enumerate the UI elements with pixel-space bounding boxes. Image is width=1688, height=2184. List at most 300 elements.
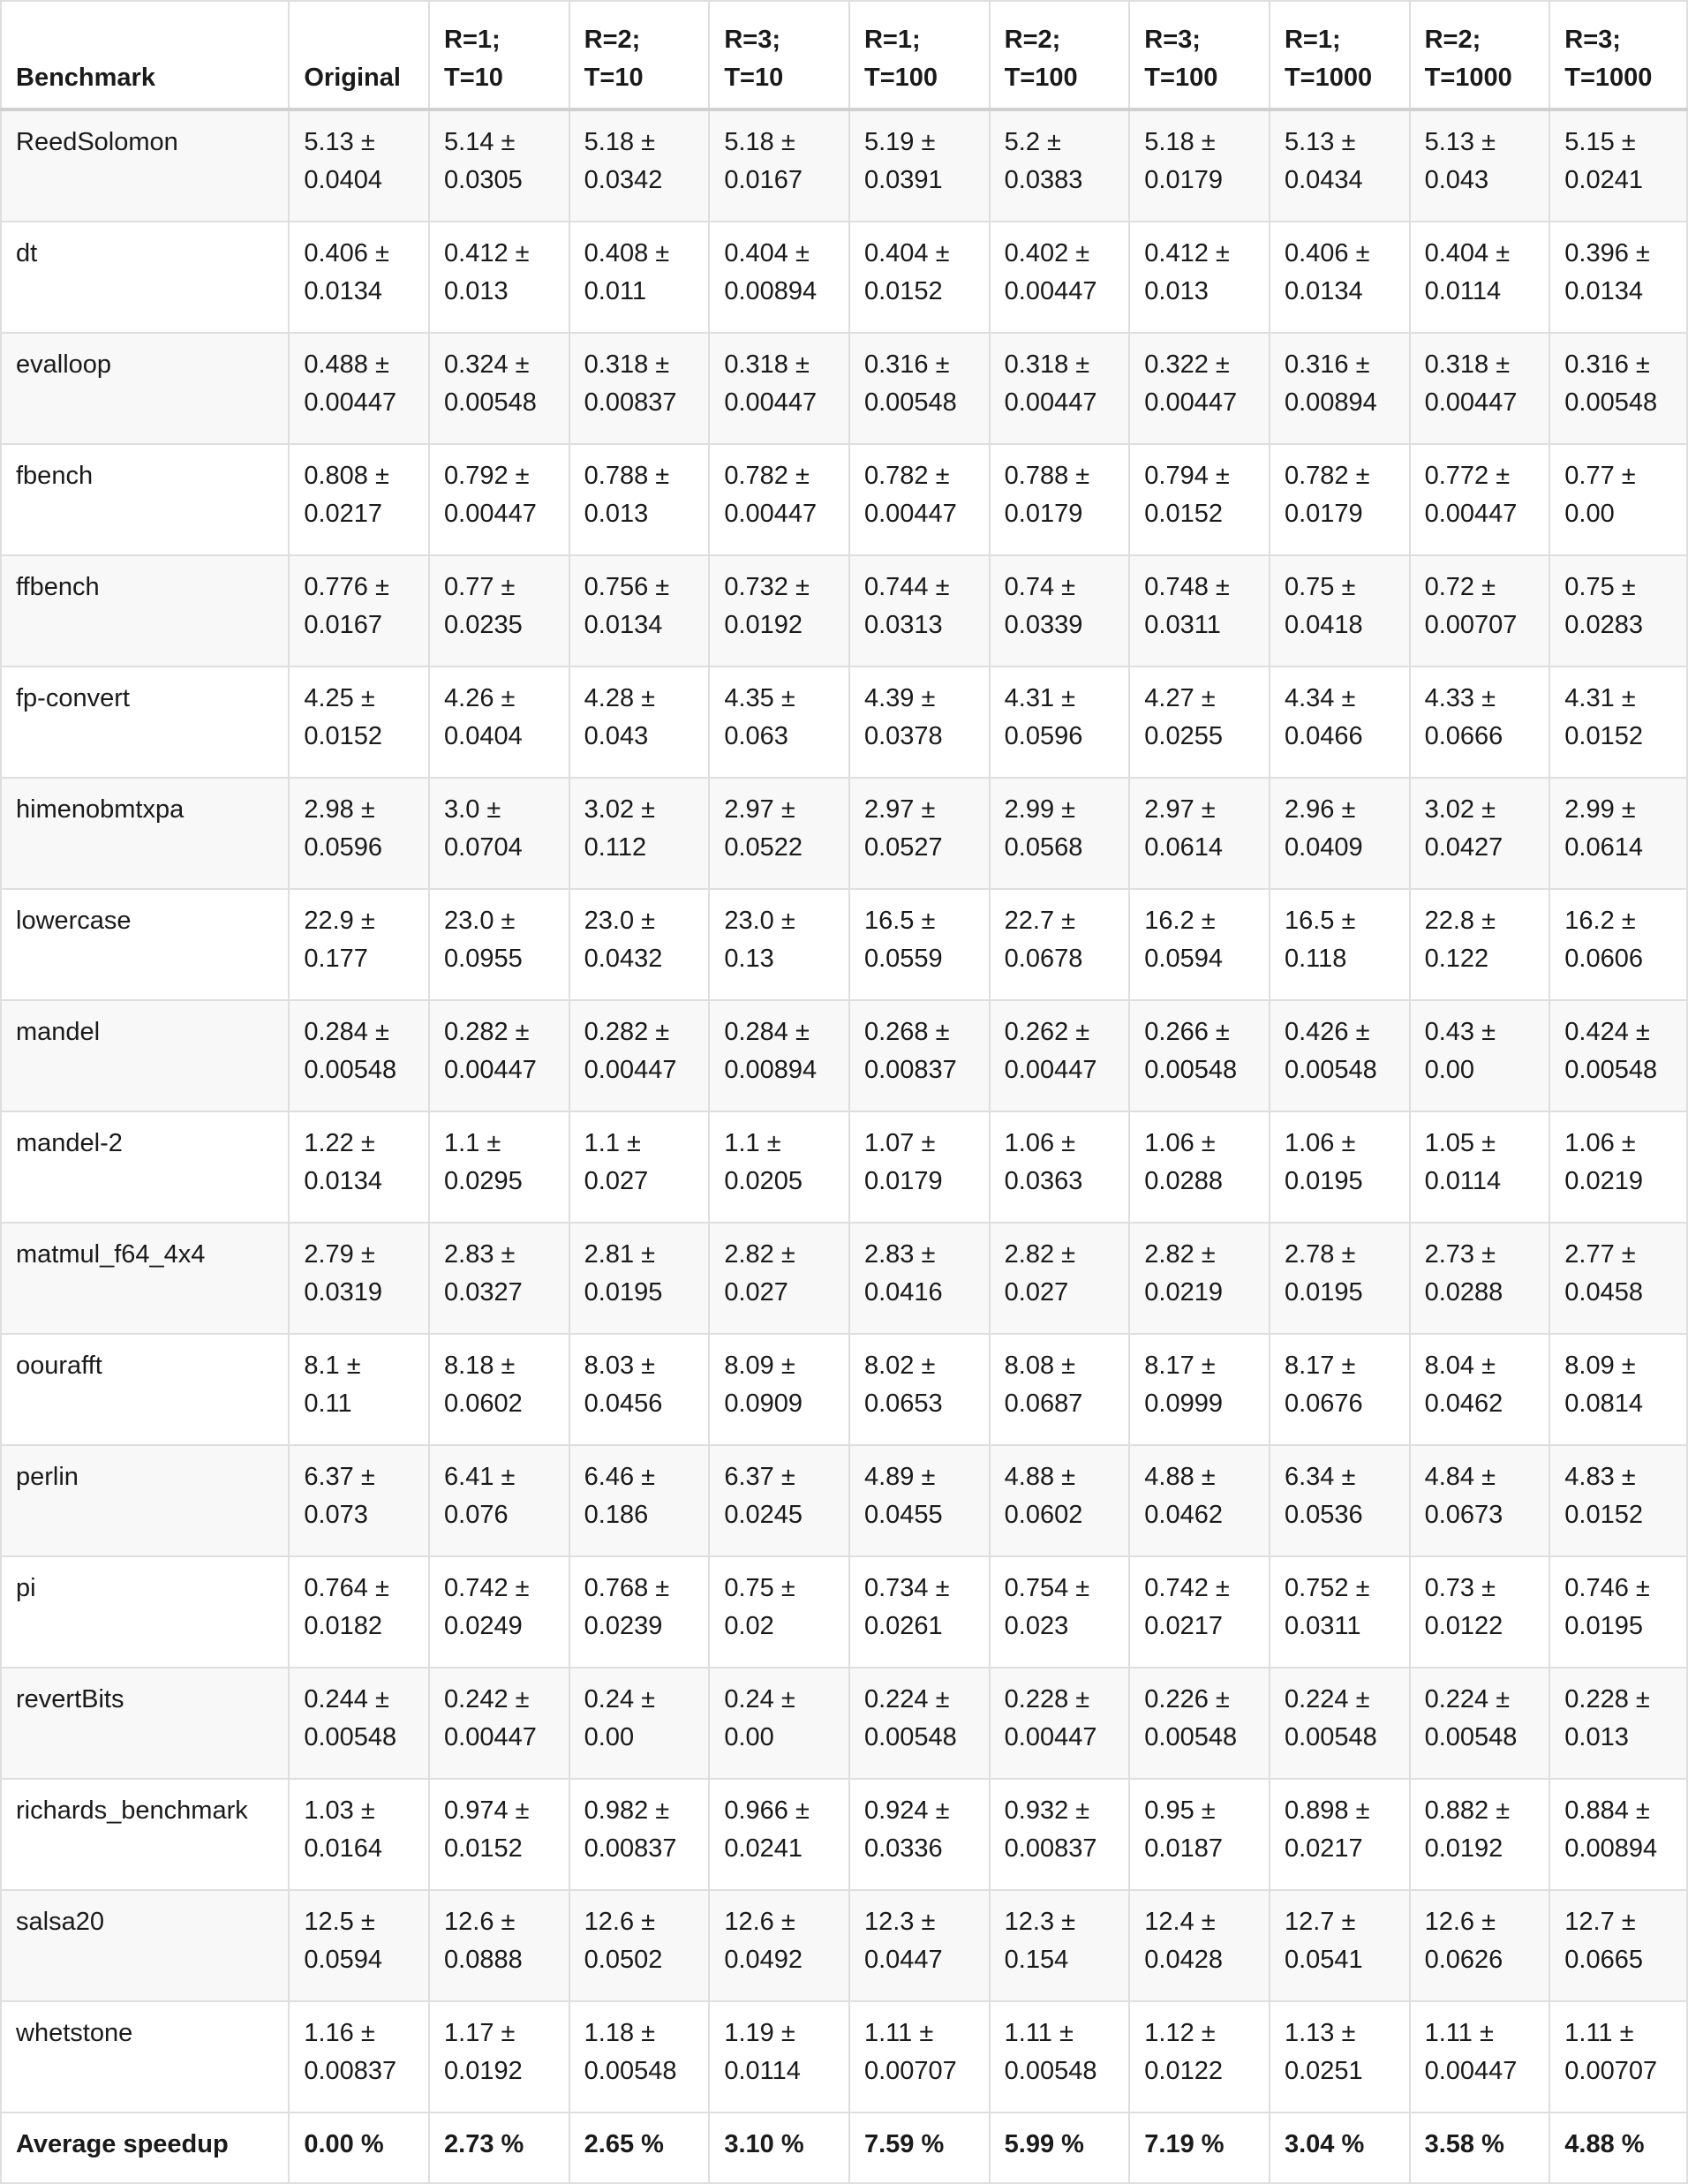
mean-value: 1.03 ±	[304, 1796, 375, 1825]
mean-value: 0.792 ±	[444, 462, 530, 490]
mean-value: 0.412 ±	[1144, 239, 1230, 267]
mean-value: 5.14 ±	[444, 128, 516, 156]
std-dev-value: 0.0195	[1284, 1167, 1363, 1195]
result-cell	[1549, 1111, 1687, 1223]
mean-value: 4.28 ±	[584, 684, 656, 712]
std-dev-value: 0.0536	[1284, 1501, 1363, 1529]
std-dev-value: 0.0217	[304, 500, 383, 528]
mean-value: 0.402 ±	[1004, 239, 1090, 267]
result-cell	[1410, 1000, 1550, 1111]
std-dev-value: 0.0195	[1284, 1278, 1363, 1307]
mean-value: 12.3 ±	[863, 1908, 936, 1936]
result-cell	[709, 889, 849, 1000]
benchmark-name-cell: fbench	[1, 444, 289, 555]
result-cell	[1410, 1890, 1550, 2001]
mean-value: 1.1 ±	[724, 1129, 781, 1157]
std-dev-value: 0.076	[444, 1501, 509, 1529]
result-cell	[569, 555, 710, 666]
mean-value: 12.5 ±	[304, 1908, 375, 1936]
result-cell	[289, 1445, 429, 1556]
mean-value: 6.37 ±	[724, 1463, 795, 1491]
std-dev-value: 0.011	[584, 277, 647, 305]
std-dev-value: 0.0466	[1284, 722, 1363, 750]
mean-value: 5.2 ±	[1004, 128, 1061, 156]
mean-value: 1.19 ±	[724, 2019, 795, 2047]
std-dev-value: 0.0678	[1004, 945, 1083, 973]
mean-value: 5.13 ±	[1284, 128, 1356, 156]
mean-value: 1.1 ±	[444, 1129, 501, 1157]
mean-value: 8.03 ±	[584, 1352, 656, 1380]
result-cell	[1410, 1668, 1550, 1779]
result-cell	[849, 1223, 990, 1334]
std-dev-value: 0.00837	[1004, 1834, 1097, 1863]
benchmark-name-cell: evalloop	[1, 333, 289, 444]
table-row	[1, 778, 1687, 889]
std-dev-value: 0.00447	[724, 388, 818, 417]
result-cell	[429, 444, 569, 555]
result-cell	[569, 2001, 710, 2112]
mean-value: 0.318 ±	[584, 350, 670, 379]
result-cell	[569, 666, 710, 778]
table-header-row	[1, 1, 1687, 109]
std-dev-value: 0.154	[1004, 1946, 1069, 1974]
mean-value: 2.79 ±	[304, 1240, 375, 1269]
mean-value: 6.41 ±	[444, 1463, 516, 1491]
result-cell	[709, 1668, 849, 1779]
std-dev-value: 0.0363	[1004, 1167, 1083, 1195]
std-dev-value: 0.00894	[1284, 388, 1377, 417]
result-cell	[709, 778, 849, 889]
std-dev-value: 0.0378	[863, 722, 943, 750]
result-cell	[569, 1779, 710, 1890]
result-cell	[990, 1779, 1130, 1890]
std-dev-value: 0.0187	[1144, 1834, 1223, 1863]
result-cell	[569, 444, 710, 555]
result-cell	[709, 1334, 849, 1445]
result-cell	[429, 1779, 569, 1890]
std-dev-value: 0.0653	[863, 1389, 943, 1418]
mean-value: 6.37 ±	[304, 1463, 375, 1491]
mean-value: 1.06 ±	[1144, 1129, 1216, 1157]
mean-value: 0.782 ±	[863, 462, 950, 490]
result-cell	[849, 1445, 990, 1556]
std-dev-value: 0.00447	[1144, 388, 1238, 417]
std-dev-value: 0.00548	[1004, 2057, 1097, 2085]
std-dev-value: 0.0665	[1564, 1946, 1643, 1974]
std-dev-value: 0.0559	[863, 945, 943, 973]
mean-value: 0.284 ±	[304, 1018, 389, 1046]
benchmark-name-cell: ReedSolomon	[1, 109, 289, 222]
mean-value: 4.26 ±	[444, 684, 516, 712]
mean-value: 0.318 ±	[1424, 350, 1511, 379]
std-dev-value: 0.00548	[1284, 1056, 1377, 1084]
std-dev-value: 0.00548	[1284, 1723, 1377, 1751]
result-cell	[289, 1223, 429, 1334]
result-cell	[709, 1556, 849, 1668]
mean-value: 0.808 ±	[304, 462, 389, 490]
std-dev-value: 0.00548	[584, 2057, 677, 2085]
mean-value: 1.17 ±	[444, 2019, 516, 2047]
result-cell	[1129, 778, 1270, 889]
mean-value: 8.17 ±	[1284, 1352, 1356, 1380]
std-dev-value: 0.027	[1004, 1278, 1069, 1307]
mean-value: 0.732 ±	[724, 573, 810, 601]
benchmark-name-cell: fp-convert	[1, 666, 289, 778]
result-cell	[1129, 1223, 1270, 1334]
std-dev-value: 0.0311	[1284, 1612, 1361, 1640]
std-dev-value: 0.186	[584, 1501, 649, 1529]
result-cell	[569, 778, 710, 889]
mean-value: 0.72 ±	[1424, 573, 1496, 601]
table-row	[1, 2001, 1687, 2112]
result-cell	[1549, 1779, 1687, 1890]
result-cell	[289, 666, 429, 778]
result-cell	[1549, 333, 1687, 444]
std-dev-value: 0.0179	[1284, 500, 1363, 528]
benchmark-name-cell: oourafft	[1, 1334, 289, 1445]
std-dev-value: 0.0251	[1284, 2057, 1363, 2085]
std-dev-value: 0.043	[584, 722, 649, 750]
std-dev-value: 0.0427	[1424, 833, 1503, 862]
mean-value: 0.24 ±	[584, 1685, 656, 1713]
mean-value: 2.77 ±	[1564, 1240, 1636, 1269]
mean-value: 0.734 ±	[863, 1574, 950, 1602]
average-speedup-value: 3.04 %	[1270, 2112, 1410, 2183]
result-cell	[1270, 1890, 1410, 2001]
std-dev-value: 0.0241	[1564, 166, 1643, 194]
result-cell	[1129, 1890, 1270, 2001]
table-row	[1, 666, 1687, 778]
std-dev-value: 0.063	[724, 722, 788, 750]
result-cell	[289, 1890, 429, 2001]
result-cell	[289, 778, 429, 889]
mean-value: 0.404 ±	[724, 239, 810, 267]
std-dev-value: 0.00447	[1424, 2057, 1518, 2085]
std-dev-value: 0.0122	[1144, 2057, 1223, 2085]
std-dev-value: 0.0152	[304, 722, 383, 750]
column-header-benchmark: Benchmark	[1, 1, 289, 109]
mean-value: 4.33 ±	[1424, 684, 1496, 712]
std-dev-value: 0.0261	[863, 1612, 943, 1640]
std-dev-value: 0.0676	[1284, 1389, 1363, 1418]
mean-value: 0.764 ±	[304, 1574, 389, 1602]
result-cell	[709, 2001, 849, 2112]
std-dev-value: 0.0255	[1144, 722, 1223, 750]
std-dev-value: 0.0391	[863, 166, 943, 194]
std-dev-value: 0.0152	[1564, 1501, 1643, 1529]
result-cell	[849, 1890, 990, 2001]
std-dev-value: 0.0305	[444, 166, 523, 194]
result-cell	[1129, 1111, 1270, 1223]
result-cell	[1270, 666, 1410, 778]
result-cell	[709, 666, 849, 778]
std-dev-value: 0.0241	[724, 1834, 803, 1863]
std-dev-value: 0.0594	[1144, 945, 1223, 973]
result-cell	[849, 666, 990, 778]
result-cell	[1410, 666, 1550, 778]
result-cell	[709, 1111, 849, 1223]
std-dev-value: 0.00447	[444, 500, 537, 528]
std-dev-value: 0.0219	[1564, 1167, 1643, 1195]
std-dev-value: 0.013	[1564, 1723, 1629, 1751]
result-cell	[849, 333, 990, 444]
mean-value: 2.99 ±	[1564, 795, 1636, 824]
mean-value: 4.88 ±	[1004, 1463, 1076, 1491]
result-cell	[709, 222, 849, 333]
result-cell	[1270, 1445, 1410, 1556]
average-speedup-label: Average speedup	[1, 2112, 289, 2183]
result-cell	[990, 778, 1130, 889]
mean-value: 0.882 ±	[1424, 1796, 1511, 1825]
result-cell	[990, 666, 1130, 778]
std-dev-value: 0.0999	[1144, 1389, 1223, 1418]
mean-value: 2.99 ±	[1004, 795, 1076, 824]
result-cell	[1549, 778, 1687, 889]
average-speedup-value: 3.10 %	[709, 2112, 849, 2183]
std-dev-value: 0.00447	[863, 500, 957, 528]
std-dev-value: 0.0114	[1424, 277, 1502, 305]
result-cell	[1129, 1445, 1270, 1556]
std-dev-value: 0.0447	[863, 1946, 943, 1974]
std-dev-value: 0.11	[304, 1389, 352, 1418]
std-dev-value: 0.0179	[1004, 500, 1083, 528]
result-cell	[289, 1668, 429, 1779]
mean-value: 4.27 ±	[1144, 684, 1216, 712]
std-dev-value: 0.00548	[1144, 1723, 1238, 1751]
std-dev-value: 0.0568	[1004, 833, 1083, 862]
column-header: R=3; T=10	[709, 1, 849, 109]
std-dev-value: 0.00548	[1564, 388, 1658, 417]
average-speedup-value: 7.19 %	[1129, 2112, 1270, 2183]
result-cell	[849, 1334, 990, 1445]
mean-value: 0.24 ±	[724, 1685, 795, 1713]
mean-value: 0.284 ±	[724, 1018, 810, 1046]
result-cell	[1129, 555, 1270, 666]
result-cell	[429, 555, 569, 666]
mean-value: 1.11 ±	[1004, 2019, 1074, 2047]
result-cell	[429, 109, 569, 222]
std-dev-value: 0.02	[724, 1612, 774, 1640]
result-cell	[990, 1334, 1130, 1445]
result-cell	[289, 109, 429, 222]
std-dev-value: 0.0888	[444, 1946, 523, 1974]
std-dev-value: 0.00	[584, 1723, 635, 1751]
mean-value: 0.43 ±	[1424, 1018, 1496, 1046]
result-cell	[429, 778, 569, 889]
mean-value: 23.0 ±	[724, 907, 795, 935]
std-dev-value: 0.0596	[304, 833, 383, 862]
std-dev-value: 0.0288	[1144, 1167, 1223, 1195]
column-header: R=2; T=100	[990, 1, 1130, 109]
result-cell	[1129, 666, 1270, 778]
mean-value: 0.744 ±	[863, 573, 950, 601]
std-dev-value: 0.0283	[1564, 611, 1643, 639]
mean-value: 2.83 ±	[444, 1240, 516, 1269]
result-cell	[849, 555, 990, 666]
mean-value: 12.6 ±	[1424, 1908, 1496, 1936]
result-cell	[1549, 1668, 1687, 1779]
result-cell	[1270, 555, 1410, 666]
std-dev-value: 0.0955	[444, 945, 523, 973]
result-cell	[709, 1779, 849, 1890]
result-cell	[429, 1668, 569, 1779]
mean-value: 0.282 ±	[584, 1018, 670, 1046]
std-dev-value: 0.00548	[444, 388, 537, 417]
result-cell	[1410, 333, 1550, 444]
result-cell	[1410, 1779, 1550, 1890]
mean-value: 0.932 ±	[1004, 1796, 1090, 1825]
benchmark-name-cell: himenobmtxpa	[1, 778, 289, 889]
result-cell	[429, 333, 569, 444]
mean-value: 0.77 ±	[444, 573, 516, 601]
result-cell	[709, 444, 849, 555]
mean-value: 0.788 ±	[1004, 462, 1090, 490]
mean-value: 4.31 ±	[1564, 684, 1636, 712]
benchmark-name-cell: whetstone	[1, 2001, 289, 2112]
std-dev-value: 0.0594	[304, 1946, 383, 1974]
result-cell	[1410, 1223, 1550, 1334]
mean-value: 0.406 ±	[304, 239, 389, 267]
std-dev-value: 0.0434	[1284, 166, 1363, 194]
std-dev-value: 0.0527	[863, 833, 943, 862]
mean-value: 0.772 ±	[1424, 462, 1511, 490]
mean-value: 0.282 ±	[444, 1018, 530, 1046]
mean-value: 0.226 ±	[1144, 1685, 1230, 1713]
mean-value: 22.9 ±	[304, 907, 375, 935]
mean-value: 4.25 ±	[304, 684, 375, 712]
result-cell	[1410, 109, 1550, 222]
table-row	[1, 1890, 1687, 2001]
mean-value: 0.412 ±	[444, 239, 530, 267]
result-cell	[990, 1111, 1130, 1223]
std-dev-value: 0.0383	[1004, 166, 1083, 194]
mean-value: 0.318 ±	[724, 350, 810, 379]
mean-value: 0.406 ±	[1284, 239, 1370, 267]
std-dev-value: 0.00447	[1004, 388, 1097, 417]
mean-value: 12.3 ±	[1004, 1908, 1076, 1936]
mean-value: 0.884 ±	[1564, 1796, 1650, 1825]
std-dev-value: 0.0409	[1284, 833, 1363, 862]
std-dev-value: 0.0192	[724, 611, 803, 639]
std-dev-value: 0.00447	[724, 500, 818, 528]
table-row	[1, 1556, 1687, 1668]
mean-value: 0.756 ±	[584, 573, 670, 601]
std-dev-value: 0.00837	[584, 388, 677, 417]
std-dev-value: 0.0432	[584, 945, 663, 973]
result-cell	[289, 1111, 429, 1223]
result-cell	[289, 1000, 429, 1111]
mean-value: 2.78 ±	[1284, 1240, 1356, 1269]
mean-value: 0.396 ±	[1564, 239, 1650, 267]
mean-value: 8.18 ±	[444, 1352, 516, 1380]
mean-value: 12.7 ±	[1284, 1908, 1356, 1936]
result-cell	[1129, 889, 1270, 1000]
std-dev-value: 0.0522	[724, 833, 803, 862]
std-dev-value: 0.00548	[1144, 1056, 1238, 1084]
std-dev-value: 0.0909	[724, 1389, 803, 1418]
mean-value: 4.89 ±	[863, 1463, 936, 1491]
std-dev-value: 0.0195	[584, 1278, 663, 1307]
std-dev-value: 0.0164	[304, 1834, 383, 1863]
std-dev-value: 0.0239	[584, 1612, 663, 1640]
mean-value: 0.75 ±	[1564, 573, 1636, 601]
mean-value: 1.11 ±	[863, 2019, 934, 2047]
std-dev-value: 0.0205	[724, 1167, 803, 1195]
table-row	[1, 1223, 1687, 1334]
mean-value: 0.742 ±	[1144, 1574, 1230, 1602]
result-cell	[849, 1111, 990, 1223]
result-cell	[1410, 2001, 1550, 2112]
result-cell	[1549, 1445, 1687, 1556]
std-dev-value: 0.0342	[584, 166, 663, 194]
table-row	[1, 555, 1687, 666]
mean-value: 1.06 ±	[1004, 1129, 1076, 1157]
result-cell	[1270, 889, 1410, 1000]
benchmark-name-cell: revertBits	[1, 1668, 289, 1779]
result-cell	[1270, 778, 1410, 889]
mean-value: 0.782 ±	[724, 462, 810, 490]
result-cell	[849, 1779, 990, 1890]
mean-value: 3.02 ±	[584, 795, 656, 824]
mean-value: 4.84 ±	[1424, 1463, 1496, 1491]
mean-value: 2.82 ±	[724, 1240, 795, 1269]
mean-value: 1.06 ±	[1284, 1129, 1356, 1157]
result-cell	[709, 555, 849, 666]
mean-value: 0.316 ±	[1564, 350, 1650, 379]
mean-value: 0.224 ±	[1424, 1685, 1511, 1713]
std-dev-value: 0.0492	[724, 1946, 803, 1974]
mean-value: 16.2 ±	[1144, 907, 1216, 935]
mean-value: 0.748 ±	[1144, 573, 1230, 601]
result-cell	[709, 1445, 849, 1556]
std-dev-value: 0.00447	[1004, 1056, 1097, 1084]
result-cell	[569, 109, 710, 222]
result-cell	[849, 778, 990, 889]
std-dev-value: 0.043	[1424, 166, 1489, 194]
std-dev-value: 0.0295	[444, 1167, 523, 1195]
std-dev-value: 0.00447	[444, 1723, 537, 1751]
std-dev-value: 0.013	[1144, 277, 1209, 305]
mean-value: 1.13 ±	[1284, 2019, 1356, 2047]
result-cell	[849, 2001, 990, 2112]
average-speedup-value: 0.00 %	[289, 2112, 429, 2183]
result-cell	[289, 555, 429, 666]
std-dev-value: 0.13	[724, 945, 774, 973]
result-cell	[1129, 222, 1270, 333]
std-dev-value: 0.0167	[724, 166, 803, 194]
mean-value: 1.18 ±	[584, 2019, 656, 2047]
std-dev-value: 0.0313	[863, 611, 943, 639]
std-dev-value: 0.0404	[444, 722, 523, 750]
mean-value: 1.22 ±	[304, 1129, 375, 1157]
result-cell	[1270, 444, 1410, 555]
benchmark-name-cell: mandel	[1, 1000, 289, 1111]
mean-value: 5.15 ±	[1564, 128, 1636, 156]
std-dev-value: 0.112	[584, 833, 647, 862]
std-dev-value: 0.0596	[1004, 722, 1083, 750]
std-dev-value: 0.0404	[304, 166, 383, 194]
mean-value: 0.898 ±	[1284, 1796, 1370, 1825]
result-cell	[1129, 109, 1270, 222]
std-dev-value: 0.023	[1004, 1612, 1069, 1640]
result-cell	[429, 1000, 569, 1111]
mean-value: 0.73 ±	[1424, 1574, 1496, 1602]
result-cell	[709, 1223, 849, 1334]
std-dev-value: 0.177	[304, 945, 368, 973]
result-cell	[1129, 444, 1270, 555]
mean-value: 0.742 ±	[444, 1574, 530, 1602]
mean-value: 0.228 ±	[1564, 1685, 1650, 1713]
